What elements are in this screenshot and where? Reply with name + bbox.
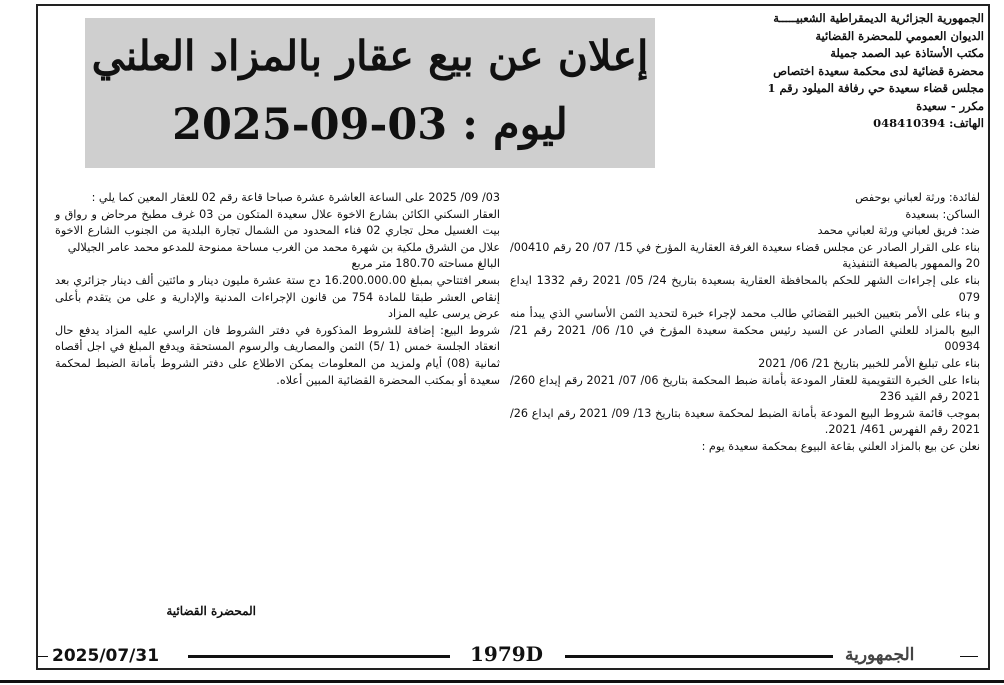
beneficiary: لفائدة: ورثة لعباني بوحفص [855,191,980,204]
page-bottom-line [0,680,1004,683]
phone-label: الهاتف: [949,116,984,130]
court-header [660,10,984,133]
sale-time-paragraph: 03/ 09/ 2025 على الساعة العاشرة عشرة صباحا قاعة رقم 02 للعقار المعين كما يلي : [91,191,500,204]
expert-notification-paragraph: بناء على تبليغ الأمر للخبير بتاريخ 21/ 06/ 2021 [758,356,980,370]
phone-number: 048410394 [873,116,946,130]
footer-rule-right-short [960,656,978,657]
opening-price-paragraph: بسعر افتتاحي بمبلغ 16.200.000.00 دج ستة عشرة مليون دينار و مائتين ألف دينار جزائري بعد إنقاص العشر طبقا للمادة 754 من قانون الإجراءات المدنية والإدارية و على من يتقدم بأعلى عرض يرسى عليه المزاد [55,273,500,321]
against-party: ضد: فريق لعباني ورثة لعباني محمد [817,224,980,238]
title-banner [85,18,655,168]
footer-rule-left-short [38,656,48,657]
publication-date: 2025/07/31 [52,646,160,666]
residence: الساكن: بسعيدة [905,207,980,221]
republic-line: الجمهورية الجزائرية الديمقراطية الشعبيـــــة [773,11,984,25]
auction-date-title: ليوم : 03-09-2025 [172,100,568,150]
phone-line [660,115,984,133]
footer-rule-right [565,655,833,658]
sale-conditions-paragraph: شروط البيع: إضافة للشروط المذكورة في دفتر الشروط فان الراسي عليه المزاد يدفع حال انعقاد الجلسة خمس (1 /5) الثمن والمصاريف والرسوم المستحقة ويدفع المبلغ في اجل أقصاه ثمانية (08) أيام ولمزيد من المعلومات يمكن الاطلاع على دفتر الشروط بأمانة الضبط لمحكمة سعيدة أو بمكتب المحضرة القضائية المبين أعلاه. [55,323,501,387]
bailiff-signature: المحضرة القضائية [166,604,256,618]
address-line: مجلس قضاء سعيدة حي رفافة الميلود رقم 1 [767,81,984,95]
office-line: الديوان العمومي للمحضرة القضائية [815,28,984,43]
expert-appointment-paragraph: و بناء على الأمر بتعيين الخبير القضائي طالب محمد لإجراء خبرة لتحديد الثمن الأساسي الذي يبدأ منه البيع بالمزاد للعلني الصادر عن السيد رئيس محكمة سعيدة المؤرخ في 10/ 06/ 2021 رقم 21/ 00934 [510,307,981,354]
jurisdiction-line: محضرة قضائية لدى محكمة سعيدة اختصاص [773,63,984,78]
announcement-title: إعلان عن بيع عقار بالمزاد العلني [91,32,649,80]
footer-rule-left [188,655,450,658]
decision-paragraph: بناء على القرار الصادر عن مجلس قضاء سعيدة الغرفة العقارية المؤرخ في 15/ 07/ 20 رقم 00410/ 20 والممهور بالصيغة التنفيذية [510,240,980,271]
property-area: البالغ مساحته 180.70 متر مربع [351,257,500,271]
sale-announcement-paragraph: نعلن عن بيع بالمزاد العلني بقاعة البيوع بمحكمة سعيدة يوم : [701,439,980,453]
city-line: مكرر - سعيدة [916,98,984,113]
newspaper-logo: الجمهورية [845,645,915,665]
right-column [510,190,980,456]
bailiff-name-line: مكتب الأستاذة عبد الصمد جميلة [830,46,984,60]
valuation-paragraph: بناءا على الخبرة التقويمية للعقار المودعة بأمانة ضبط المحكمة بتاريخ 06/ 07/ 2021 رقم إيداع 260/ 2021 رقم القيد 236 [510,373,980,404]
conditions-list-paragraph: بموجب قائمة شروط البيع المودعة بأمانة الضبط لمحكمة سعيدة بتاريخ 13/ 09/ 2021 رقم ايداع 26/ 2021 رقم الفهرس 461/ 2021. [510,406,981,437]
property-description-paragraph: العقار السكني الكائن بشارع الاخوة علال سعيدة المتكون من 03 غرف مطبخ مرحاض و رواق و بيت الغسيل محل تجاري 02 فناء المحدود من الشمال تجارة البلدية من الجنوب الشارع الاخوة علال من الشرق ملكية بن شهرة محمد من الغرب مساحة ممنوحة للمدعو محمد عامر الجيلالي [55,207,500,254]
registration-paragraph: بناء على إجراءات الشهر للحكم بالمحافظة العقارية بسعيدة بتاريخ 24/ 05/ 2021 رقم 1332 ايداع 079 [510,273,980,304]
left-column [55,190,500,389]
ad-code: 1979D [470,642,544,666]
